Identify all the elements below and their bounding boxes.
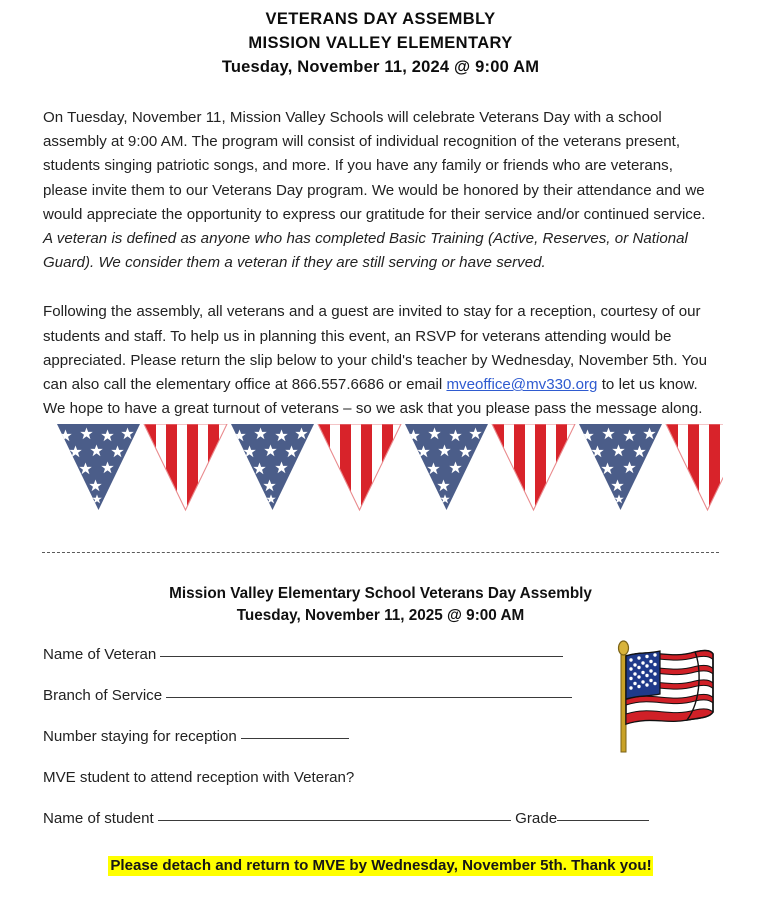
detach-footer-highlight-text: Please detach and return to MVE by Wednesday, November 5th. Thank you! <box>110 857 652 874</box>
paragraph-two <box>43 300 719 421</box>
input-name-of-veteran[interactable] <box>160 645 563 657</box>
body-text <box>43 106 719 421</box>
slip-heading-line2: Tuesday, November 11, 2025 @ 9:00 AM <box>236 607 525 624</box>
input-grade[interactable] <box>557 809 649 821</box>
email-link[interactable]: mveoffice@mv330.org <box>446 376 598 394</box>
paragraph-one-italic: A veteran is defined as anyone who has completed Basic Training (Active, Reserves, or National Guard). We consider them a veteran if they are still serving or have served. <box>43 230 688 272</box>
detach-footer-note <box>0 855 761 876</box>
label-number-staying-for-reception: Number staying for reception <box>43 728 237 745</box>
label-student-attend-question: MVE student to attend reception with Veteran? <box>43 769 355 786</box>
input-number-staying-for-reception[interactable] <box>241 727 349 739</box>
detach-dashed-divider <box>42 552 719 555</box>
bunting-svg <box>57 424 723 519</box>
form-row-student-question <box>43 768 723 788</box>
header-line-school: MISSION VALLEY ELEMENTARY <box>248 34 513 52</box>
bunting-pennant-stars-4 <box>579 424 662 510</box>
label-branch-of-service: Branch of Service <box>43 687 163 704</box>
header-line-title: VETERANS DAY ASSEMBLY <box>265 10 496 28</box>
label-name-of-student: Name of student <box>43 810 154 827</box>
label-grade: Grade <box>515 810 558 827</box>
bunting-pennant-stripes-2 <box>318 424 401 510</box>
paragraph-two-plain-after: to let us know. We hope to have a great turnout of veterans – so we ask that you please pass the message along. <box>43 376 703 418</box>
slip-heading-line1: Mission Valley Elementary School Veterans Day Assembly <box>169 585 592 602</box>
bunting-pennant-stars-1 <box>57 424 140 510</box>
patriotic-bunting-banner <box>57 424 723 519</box>
flyer-header <box>0 0 761 79</box>
paragraph-one <box>43 106 719 275</box>
form-row-name-of-student <box>43 809 723 829</box>
label-name-of-veteran: Name of Veteran <box>43 646 157 663</box>
input-name-of-student[interactable] <box>158 809 511 821</box>
us-flag-icon <box>607 638 717 756</box>
paragraph-one-plain: On Tuesday, November 11, Mission Valley Schools will celebrate Veterans Day with a school assembly at 9:00 AM. The program will consist of individual recognition of the veterans present, students singing patriotic songs, and more. If you have any family or friends who are veterans, please invite them to our Veterans Day program. We would be honored by their attendance and we would appreciate the opportunity to express our gratitude for their service and/or continued service. <box>43 109 706 223</box>
paragraph-two-plain-before: Following the assembly, all veterans and a guest are invited to stay for a reception, courtesy of our students and staff. To help us in planning this event, an RSVP for veterans attending would be appreciated. Please return the slip below to your child's teacher by Wednesday, November 5th. You can also call the elementary office at 866.557.6686 or email <box>43 303 708 394</box>
bunting-pennant-stars-2 <box>231 424 314 510</box>
bunting-pennant-stripes-3 <box>492 424 575 510</box>
slip-heading <box>0 583 761 627</box>
header-line-datetime: Tuesday, November 11, 2024 @ 9:00 AM <box>221 58 540 76</box>
bunting-pennant-stripes-4 <box>666 424 723 510</box>
bunting-pennant-stars-3 <box>405 424 488 510</box>
bunting-pennant-stripes-1 <box>144 424 227 510</box>
us-flag-svg <box>607 638 717 756</box>
input-branch-of-service[interactable] <box>166 686 572 698</box>
